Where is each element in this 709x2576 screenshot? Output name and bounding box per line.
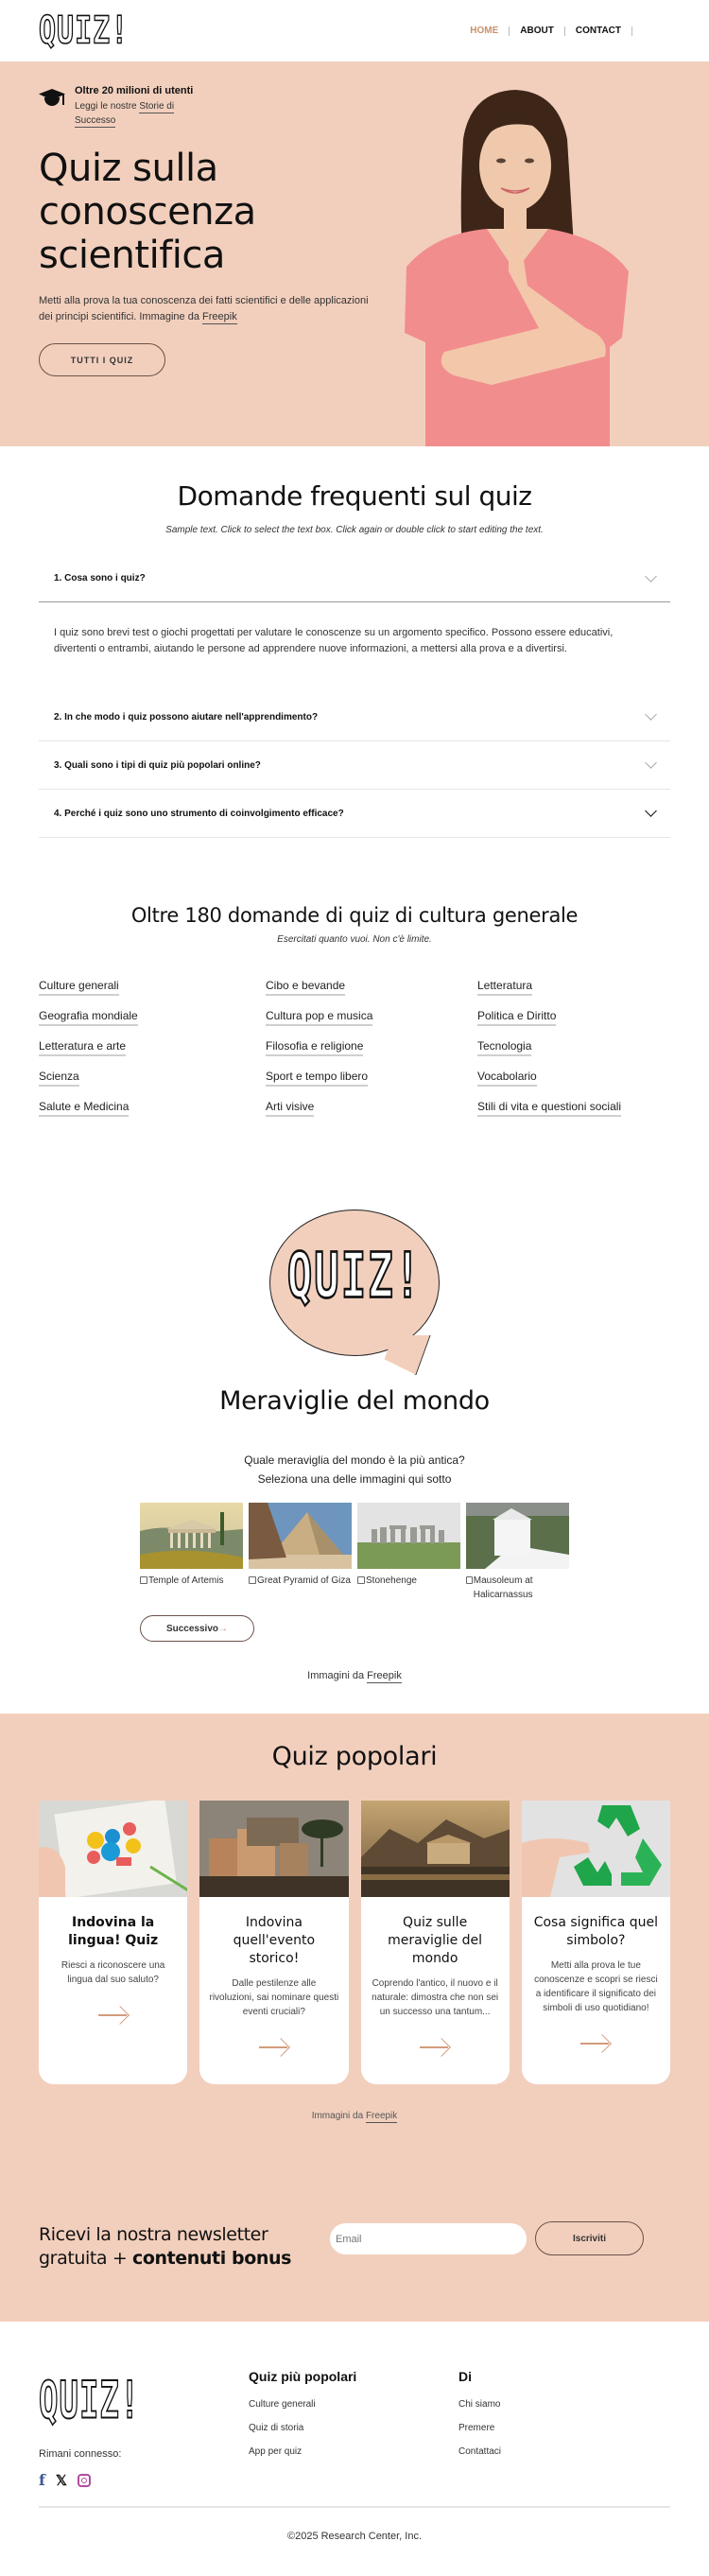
category-link[interactable]: Scienza <box>39 1070 79 1087</box>
wonder-checkbox-label[interactable] <box>249 1574 352 1588</box>
nav-divider <box>631 26 632 36</box>
wonder-checkbox[interactable] <box>249 1576 256 1584</box>
wonders-question <box>0 1451 709 1488</box>
faq-title: Domande frequenti sul quiz <box>177 480 532 512</box>
users-badge <box>39 85 370 128</box>
hero-desc-text: Metti alla prova la tua conoscenza dei fatti scientifici e delle applicazioni dei principi scientifici. Immagine da <box>39 295 369 322</box>
wonder-option <box>140 1503 243 1602</box>
nav-contact[interactable]: CONTACT <box>575 26 621 36</box>
category-link[interactable]: Letteratura e arte <box>39 1039 126 1056</box>
nav-about[interactable]: ABOUT <box>520 26 554 36</box>
language-quiz-image <box>39 1801 187 1897</box>
question-instruction: Seleziona una delle immagini qui sotto <box>257 1472 452 1486</box>
footer-link[interactable]: App per quiz <box>249 2446 303 2457</box>
faq-question: 1. Cosa sono i quiz? <box>54 573 146 583</box>
footer-link[interactable]: Quiz di storia <box>249 2423 304 2433</box>
quiz-cards <box>39 1801 670 2084</box>
card-description: Coprendo l'antico, il nuovo e il naturale: dimostra che non sei un successo una tantum... <box>372 1978 499 2017</box>
freepik-link[interactable]: Freepik <box>367 1670 402 1681</box>
all-quizzes-button[interactable]: TUTTI I QUIZ <box>39 343 165 376</box>
wonder-label: Stonehenge <box>366 1575 417 1586</box>
badge-title: Oltre 20 milioni di utenti <box>75 85 194 96</box>
categories-title: Oltre 180 domande di quiz di cultura generale <box>130 904 579 927</box>
world-wonders-image <box>361 1801 510 1897</box>
newsletter-text: Ricevi la nostra newsletter gratuita + <box>39 2224 268 2269</box>
wonder-option <box>466 1503 569 1602</box>
footer-columns <box>39 2322 670 2506</box>
wonder-label: Great Pyramid of Giza <box>257 1575 351 1586</box>
faq-item <box>39 555 670 693</box>
arrow-right-icon[interactable] <box>580 2034 611 2053</box>
faq-item <box>39 790 670 838</box>
faq-question-toggle[interactable] <box>39 741 670 789</box>
chevron-down-icon <box>645 570 657 583</box>
category-link[interactable]: Tecnologia <box>477 1039 531 1056</box>
footer-column-title: Quiz più popolari <box>249 2369 357 2384</box>
site-footer <box>0 2322 709 2576</box>
footer-brand <box>39 2369 249 2506</box>
hero-content <box>39 85 370 376</box>
chevron-down-icon <box>645 708 657 721</box>
credit-text: Immagini da <box>307 1670 368 1681</box>
faq-question: 2. In che modo i quiz possono aiutare nell'apprendimento? <box>54 711 319 722</box>
category-link[interactable]: Culture generali <box>39 979 119 996</box>
footer-column-title: Di <box>458 2369 472 2384</box>
wonder-checkbox[interactable] <box>466 1576 473 1584</box>
card-title: Cosa significa quel simbolo? <box>533 1915 659 1948</box>
wonder-options <box>140 1503 569 1602</box>
category-link[interactable]: Vocabolario <box>477 1070 537 1087</box>
wonder-label: Mausoleum at Halicarnassus <box>473 1575 533 1600</box>
faq-question-toggle[interactable] <box>39 555 670 602</box>
chevron-down-icon <box>645 805 657 817</box>
category-link[interactable]: Cultura pop e musica <box>266 1009 372 1026</box>
faq-answer: I quiz sono brevi test o giochi progettati per valutare le conoscenze su un argomento specifico. Possono essere educativi, divertenti o entrambi, aiutando le persone ad apprendere nuove informazioni, a mettersi alla prova e a divertirsi. <box>54 627 614 654</box>
category-link[interactable]: Arti visive <box>266 1100 314 1117</box>
next-label: Successivo <box>165 1623 219 1634</box>
footer-link[interactable]: Chi siamo <box>458 2399 501 2410</box>
bubble-text: QUIZ! <box>286 1240 423 1313</box>
hero-woman-image <box>397 82 633 446</box>
quiz-card[interactable] <box>39 1801 187 2084</box>
faq-question-toggle[interactable] <box>39 693 670 740</box>
wonders-quiz-section <box>0 1117 709 1714</box>
category-link[interactable]: Salute e Medicina <box>39 1100 129 1117</box>
hero-title: Quiz sulla conoscenza scientifica <box>39 147 256 277</box>
arrow-right-icon[interactable] <box>420 2038 450 2057</box>
x-icon[interactable]: 𝕏 <box>55 2472 67 2489</box>
newsletter-section <box>0 2210 709 2322</box>
success-stories-link[interactable]: Storie di Successo <box>75 101 175 126</box>
badge-sub-text: Leggi le nostre <box>75 101 140 112</box>
image-credit <box>39 2111 670 2153</box>
quiz-speech-bubble-image <box>265 1205 444 1375</box>
footer-popular-column <box>249 2369 458 2506</box>
wonder-label: Temple of Artemis <box>148 1575 224 1586</box>
graduation-cap-icon <box>39 87 65 112</box>
social-links <box>39 2471 249 2489</box>
footer-link[interactable]: Premere <box>458 2423 495 2433</box>
card-description: Dalle pestilenze alle rivoluzioni, sai nominare questi eventi cruciali? <box>209 1978 339 2017</box>
footer-about-column <box>458 2369 668 2506</box>
category-link[interactable]: Cibo e bevande <box>266 979 345 996</box>
arrow-right-icon: → <box>218 1623 229 1634</box>
popular-quizzes-section <box>0 1714 709 2210</box>
nav-home[interactable]: HOME <box>470 26 499 36</box>
copyright: ©2025 Research Center, Inc. <box>286 2531 423 2542</box>
footer-logo[interactable]: QUIZ! <box>39 2371 141 2431</box>
subscribe-button[interactable]: Iscriviti <box>535 2221 644 2255</box>
hero-description <box>39 293 370 325</box>
site-header <box>0 0 709 61</box>
site-logo[interactable]: QUIZ! <box>39 8 130 54</box>
faq-question: 4. Perché i quiz sono uno strumento di coinvolgimento efficace? <box>54 808 344 819</box>
stonehenge-image[interactable] <box>357 1503 460 1569</box>
freepik-link[interactable]: Freepik <box>365 2111 398 2121</box>
wonder-checkbox-label[interactable] <box>140 1574 243 1588</box>
mausoleum-image[interactable] <box>466 1503 569 1569</box>
temple-of-artemis-image[interactable] <box>140 1503 243 1569</box>
newsletter-bold-text: contenuti bonus <box>131 2248 292 2269</box>
chevron-down-icon <box>645 757 657 769</box>
wonders-title: Meraviglie del mondo <box>219 1386 490 1416</box>
historical-event-image <box>199 1801 348 1897</box>
main-nav <box>459 26 632 36</box>
category-link[interactable]: Politica e Diritto <box>477 1009 556 1026</box>
card-title: Indovina quell'evento storico! <box>233 1915 316 1966</box>
faq-question-toggle[interactable] <box>39 790 670 837</box>
email-input[interactable] <box>330 2223 527 2254</box>
wonder-checkbox[interactable] <box>140 1576 147 1584</box>
quiz-card[interactable] <box>361 1801 510 2084</box>
arrow-right-icon[interactable] <box>98 2006 129 2025</box>
freepik-link[interactable]: Freepik <box>202 311 237 322</box>
card-title: Quiz sulle meraviglie del mondo <box>388 1915 483 1966</box>
badge-subtitle <box>75 99 188 128</box>
faq-question: 3. Quali sono i tipi di quiz più popolari online? <box>54 759 261 771</box>
arrow-right-icon[interactable] <box>259 2038 289 2057</box>
card-description: Metti alla prova le tue conoscenze e scopri se riesci a identificare il significato dei simboli di uso quotidiano! <box>534 1960 658 2013</box>
wonder-option <box>357 1503 460 1602</box>
wonder-checkbox[interactable] <box>357 1576 365 1584</box>
wonder-option <box>249 1503 352 1602</box>
hero-section <box>0 61 709 446</box>
quiz-card[interactable] <box>522 1801 670 2084</box>
faq-item <box>39 693 670 741</box>
next-button[interactable] <box>140 1615 254 1642</box>
stay-connected-label: Rimani connesso: <box>39 2448 122 2460</box>
question-line: Quale meraviglia del mondo è la più antica? <box>244 1453 465 1467</box>
faq-list <box>39 555 670 838</box>
wonder-checkbox-label[interactable] <box>357 1574 460 1588</box>
credit-text: Immagini da <box>311 2111 366 2121</box>
footer-link[interactable]: Contattaci <box>458 2446 502 2457</box>
categories-section <box>0 838 709 1117</box>
next-wrapper <box>140 1615 569 1642</box>
card-description: Riesci a riconoscere una lingua dal suo saluto? <box>61 1960 165 1985</box>
newsletter-heading <box>39 2223 322 2271</box>
facebook-icon[interactable]: f <box>39 2471 45 2489</box>
quiz-card[interactable] <box>199 1801 348 2084</box>
category-link[interactable]: Sport e tempo libero <box>266 1070 368 1087</box>
recycle-symbol-image <box>522 1801 670 1897</box>
great-pyramid-image[interactable] <box>249 1503 352 1569</box>
category-link[interactable]: Filosofia e religione <box>266 1039 363 1056</box>
popular-title: Quiz popolari <box>271 1742 438 1771</box>
wonder-checkbox-label[interactable] <box>466 1574 569 1602</box>
categories-subtitle: Esercitati quanto vuoi. Non c'è limite. <box>277 934 432 945</box>
faq-section <box>0 446 709 838</box>
category-link[interactable]: Stili di vita e questioni sociali <box>477 1100 621 1117</box>
image-credit <box>0 1670 709 1714</box>
faq-item <box>39 741 670 790</box>
category-link[interactable]: Letteratura <box>477 979 532 996</box>
footer-link[interactable]: Culture generali <box>249 2399 316 2410</box>
faq-subtitle: Sample text. Click to select the text box. Click again or double click to start editing the text. <box>165 525 544 535</box>
card-title: Indovina la lingua! Quiz <box>68 1915 159 1948</box>
instagram-icon[interactable] <box>78 2474 91 2487</box>
categories-grid <box>39 979 670 1117</box>
category-link[interactable]: Geografia mondiale <box>39 1009 138 1026</box>
